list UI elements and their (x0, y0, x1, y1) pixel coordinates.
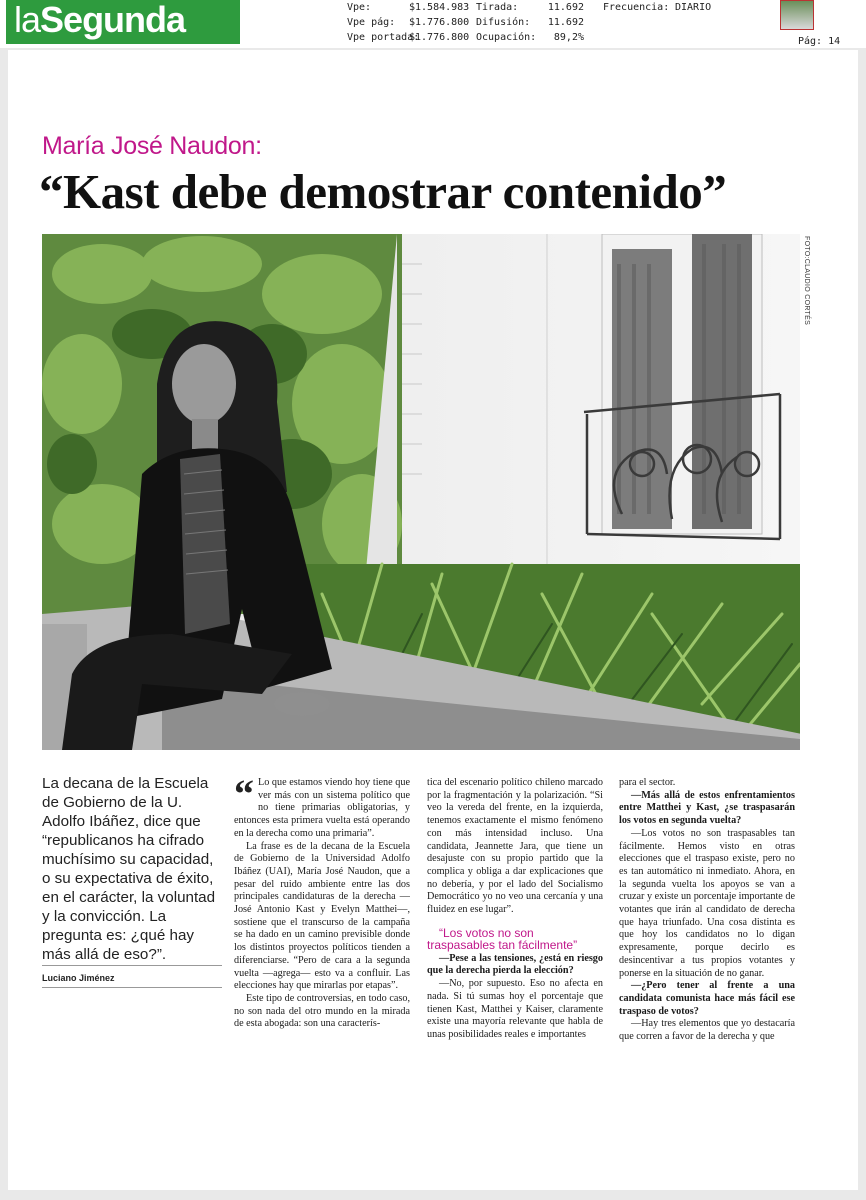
interview-answer: —No, por supuesto. Eso no afecta en nada. Si tú sumas hoy el porcentaje que tienen Kast, Matthei y Kaiser, claramente existe una mayoría relevante que habla de unas posibilidades reales e importantes (427, 978, 603, 1040)
metric-label: Vpe portada: (347, 32, 420, 43)
metric-label: Tirada: (476, 2, 519, 13)
interview-answer: —Los votos no son traspasables tan fácilmente. Hemos visto en otras elecciones que el traspaso existe, pero no es tan automático ni inmediato. Ahora, en la segunda vuelta los apoyos se van a cruzar y existe un porcentaje importante de votantes que irán al candidato de derecha que haya triunfado. Una cosa distinta es que hoy los candidatos no lo digan expresamente, porque decirlo es desincentivar a tus propios votantes y ponerse en la situación de no ganar. (619, 827, 795, 979)
metric-value: $1.584.983 (409, 2, 470, 13)
divider (42, 965, 222, 966)
metric-value: 11.692 (547, 2, 584, 13)
metric-value: $1.776.800 (409, 32, 470, 43)
metric-value: 11.692 (547, 17, 584, 28)
interview-question: —Pese a las tensiones, ¿está en riesgo que la derecha pierda la elección? (427, 952, 603, 977)
clipping-header (0, 0, 866, 48)
metric-label: Difusión: (476, 17, 531, 28)
metrics-circulation (476, 0, 584, 45)
frequency-label: Frecuencia: (603, 2, 670, 13)
article-photo (42, 234, 800, 750)
metric-label: Ocupación: (476, 32, 537, 43)
paragraph: para el sector. (619, 777, 676, 788)
metrics-frequency (603, 0, 711, 15)
body-column-1 (234, 771, 410, 1031)
paragraph: tica del escenario político chileno marcado por la fragmentación y la polarización. “Si veo la vereda del frente, en la izquierda, tenemos exactamente el mismo fenómeno con más intensidad incluso. Una candidata, Jeannette Jara, que tiene un desajuste con su propio partido que la complica y obliga a dar explicaciones que no debería, y por el lado del Socialismo Democrático yo no veo una cercanía y una fluidez en ese lugar”. (427, 777, 603, 916)
metrics-value (347, 0, 470, 45)
metric-value: $1.776.800 (409, 17, 470, 28)
body-column-2 (427, 777, 603, 1042)
metric-label: Vpe pág: (347, 17, 396, 28)
paragraph: Este tipo de controversias, en todo caso, no son nada del otro mundo en la mirada de esta abogada: son una caracterís- (234, 992, 410, 1030)
metric-value: 89,2% (553, 32, 584, 43)
interview-answer: —Hay tres elementos que yo destacaría que corren a favor de la derecha y que (619, 1018, 795, 1043)
article-headline: “Kast debe demostrar contenido” (39, 164, 727, 219)
photo-credit: FOTO:CLAUDIO CORTÉS (803, 236, 810, 326)
interview-question: —¿Pero tener al frente a una candidata comunista hace más fácil ese traspaso de votos? (619, 980, 795, 1017)
article-subhead: “Los votos no son traspasables tan fácilmente” (427, 925, 578, 952)
body-column-3 (619, 777, 795, 1044)
frequency-value: DIARIO (675, 2, 712, 13)
page-thumbnail[interactable] (780, 0, 814, 30)
metric-label: Vpe: (347, 2, 372, 13)
paragraph: Lo que estamos viendo hoy tiene que ver más con un sistema político que no tiene primarias obligatorias, y entonces esta primera vuelta está operando en la derecha como una primaria”. (234, 777, 410, 839)
article-kicker: María José Naudon: (42, 132, 262, 160)
portrait-photo (42, 234, 800, 750)
page-number: Pág: 14 (798, 36, 841, 47)
newspaper-logo: laSegunda (6, 0, 240, 44)
article-lead: La decana de la Escuela de Gobierno de la U. Adolfo Ibáñez, dice que “republicanos ha cifrado muchísimo su capacidad, o su expectativa de éxito, en el carácter, la voluntad y la convicción. La pregunta es: ¿qué hay más allá de eso?”. (42, 775, 216, 963)
interview-question: —Más allá de estos enfrentamientos entre Matthei y Kast, ¿se traspasarán los votos en segunda vuelta? (619, 789, 795, 827)
article-byline: Luciano Jiménez (42, 973, 115, 983)
drop-quote: “ (234, 771, 254, 816)
paragraph: La frase es de la decana de la Escuela de Gobierno de la Universidad Adolfo Ibáñez (UAI), María José Naudon, que a pesar del ruido ambiente entre las dos principales candidaturas de la derecha —José Antonio Kast y Evelyn Matthei—, sostiene que el transcurso de la campaña se ha dado en un camino previsible donde los distintos proyectos políticos tienden a diferenciarse. “Pero de cara a la segunda vuelta —agrega— esto va a confluir. Las elecciones hay que mirarlas por etapas”. (234, 840, 410, 992)
divider (42, 987, 222, 988)
newspaper-page (8, 50, 858, 1190)
